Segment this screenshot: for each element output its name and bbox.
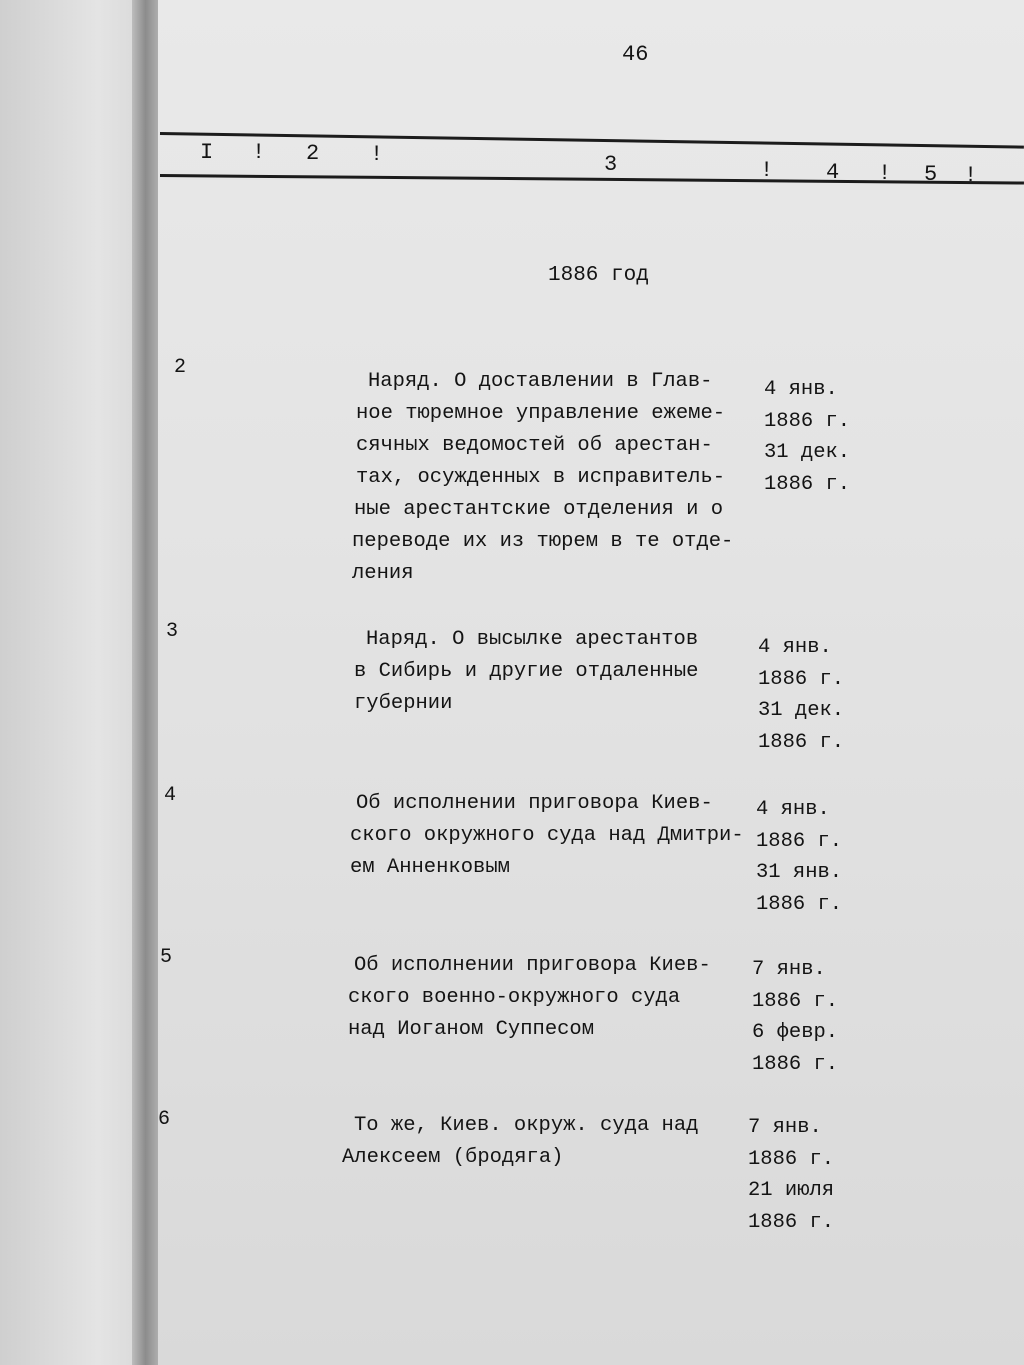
date-end: 21 июля	[748, 1179, 835, 1202]
column-2-header: 2	[306, 141, 320, 166]
date-start: 4 янв.	[764, 378, 838, 401]
description-line: переводе их из тюрем в те отде-	[352, 530, 734, 553]
date-start: 4 янв.	[758, 636, 832, 659]
date-end: 31 янв.	[756, 861, 843, 884]
entry-description	[342, 1110, 699, 1174]
column-3-header: 3	[604, 152, 618, 177]
year-end: 1886 г.	[758, 730, 845, 754]
year-end: 1886 г.	[756, 892, 843, 916]
description-line: Об исполнении приговора Киев-	[356, 792, 713, 815]
entry-dates	[752, 954, 838, 1080]
year-start: 1886 г.	[764, 409, 851, 433]
page-number: 46	[622, 42, 649, 67]
date-end: 31 дек.	[758, 699, 845, 722]
year-end: 1886 г.	[752, 1052, 839, 1076]
year-start: 1886 г.	[748, 1147, 835, 1171]
description-line: Об исполнении приговора Киев-	[354, 954, 711, 977]
column-4-header: 4	[826, 160, 840, 185]
description-line: ления	[352, 562, 414, 585]
entry-dates	[758, 632, 844, 758]
description-line: сячных ведомостей об арестан-	[356, 434, 713, 457]
entry-dates	[748, 1112, 834, 1238]
description-line: ем Анненковым	[350, 856, 510, 879]
entry-dates	[756, 794, 842, 920]
entry-description	[352, 366, 734, 590]
entry-description	[354, 624, 699, 720]
description-line: То же, Киев. окруж. суда над	[354, 1114, 699, 1137]
date-start: 7 янв.	[752, 958, 826, 981]
date-end: 31 дек.	[764, 441, 851, 464]
column-1-header: I	[200, 140, 214, 165]
entry-number: 2	[174, 356, 187, 379]
entry-dates	[764, 374, 850, 500]
description-line: ные арестантские отделения и о	[354, 498, 724, 521]
left-page-edge	[0, 0, 140, 1365]
year-start: 1886 г.	[752, 989, 839, 1013]
description-line: в Сибирь и другие отдаленные	[354, 660, 699, 683]
date-start: 7 янв.	[748, 1116, 822, 1139]
entry-number: 5	[160, 946, 173, 969]
year-start: 1886 г.	[758, 667, 845, 691]
description-line: Наряд. О доставлении в Глав-	[368, 370, 713, 393]
description-line: ное тюремное управление ежеме-	[356, 402, 726, 425]
column-5-header: 5	[924, 162, 938, 187]
entry-description	[350, 788, 744, 884]
entry-description	[348, 950, 711, 1046]
date-end: 6 февр.	[752, 1021, 839, 1044]
description-line: ского окружного суда над Дмитри-	[350, 824, 744, 847]
description-line: ского военно-окружного суда	[348, 986, 681, 1009]
year-start: 1886 г.	[756, 829, 843, 853]
year-end: 1886 г.	[764, 472, 851, 496]
description-line: губернии	[354, 692, 453, 715]
column-separator: !	[370, 142, 384, 167]
column-separator: !	[878, 161, 892, 186]
year-heading: 1886 год	[548, 264, 649, 287]
description-line: тах, осужденных в исправитель-	[356, 466, 726, 489]
date-start: 4 янв.	[756, 798, 830, 821]
description-line: над Иоганом Суппесом	[348, 1018, 595, 1041]
column-separator: !	[252, 140, 266, 165]
description-line: Алексеем (бродяга)	[342, 1146, 564, 1169]
entry-number: 6	[158, 1108, 171, 1131]
entry-number: 3	[166, 620, 179, 643]
column-separator: !	[760, 158, 774, 183]
column-separator: !	[964, 163, 978, 188]
entry-number: 4	[164, 784, 177, 807]
year-end: 1886 г.	[748, 1210, 835, 1234]
description-line: Наряд. О высылке арестантов	[366, 628, 699, 651]
